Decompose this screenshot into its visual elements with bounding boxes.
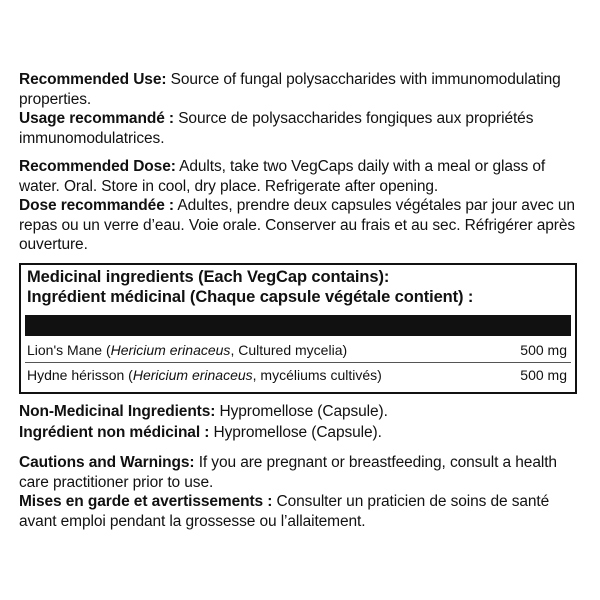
- non-medicinal-fr: [19, 423, 585, 443]
- ingredient-prefix: Hydne hérisson (: [27, 367, 133, 383]
- usage-recommande-text: Source de polysaccharides fongiques aux propriétés immunomodulatrices.: [19, 110, 534, 147]
- ingredient-row-en: [27, 340, 569, 360]
- medicinal-ingredients-heading: [27, 267, 572, 307]
- row-divider: [25, 362, 571, 363]
- recommended-use-en: [19, 70, 585, 109]
- mises-en-garde-label: Mises en garde et avertissements :: [19, 493, 273, 510]
- ingredient-latin-name: Hericium erinaceus: [132, 367, 253, 383]
- ingredient-non-medicinal-text: Hypromellose (Capsule).: [209, 424, 382, 441]
- non-medicinal-en: [19, 402, 585, 422]
- ingredient-amount: 500 mg: [520, 342, 567, 358]
- ingredient-row-fr: [27, 365, 569, 385]
- cautions-text: If you are pregnant or breastfeeding, consult a health care practitioner prior to use.: [19, 454, 557, 491]
- usage-recommande-label: Usage recommandé :: [19, 110, 174, 127]
- ingredient-name: [27, 340, 347, 360]
- recommended-use-label: Recommended Use:: [19, 71, 167, 88]
- mises-en-garde-text: Consulter un praticien de soins de santé avant emploi pendant la grossesse ou l’allaitement.: [19, 493, 550, 530]
- ingredient-suffix: , mycéliums cultivés): [252, 367, 382, 383]
- medicinal-heading-fr: Ingrédient médicinal (Chaque capsule végétale contient) :: [27, 288, 474, 306]
- dose-recommandee-label: Dose recommandée :: [19, 197, 174, 214]
- non-medicinal-text: Hypromellose (Capsule).: [215, 403, 388, 420]
- cautions-label: Cautions and Warnings:: [19, 454, 195, 471]
- dose-recommandee-text: Adultes, prendre deux capsules végétales par jour avec un repas ou un verre d’eau. Voie orale. Conserver au frais et au sec. Réfrigérer après ouverture.: [19, 197, 576, 253]
- ingredient-prefix: Lion's Mane (: [27, 342, 111, 358]
- recommended-dose-en: [19, 157, 585, 196]
- medicinal-ingredients-table: [19, 263, 577, 394]
- recommended-use-text: Source of fungal polysaccharides with immunomodulating properties.: [19, 71, 561, 108]
- table-header-bar: [25, 315, 571, 336]
- recommended-dose-fr: [19, 196, 585, 255]
- cautions-fr: [19, 492, 585, 531]
- cautions-en: [19, 453, 585, 492]
- recommended-use-fr: [19, 109, 585, 148]
- ingredient-amount: 500 mg: [520, 367, 567, 383]
- ingredient-suffix: , Cultured mycelia): [230, 342, 348, 358]
- ingredient-latin-name: Hericium erinaceus: [110, 342, 231, 358]
- non-medicinal-label: Non-Medicinal Ingredients:: [19, 403, 216, 420]
- medicinal-heading-en: Medicinal ingredients (Each VegCap contains):: [27, 268, 390, 286]
- ingredient-name: [27, 365, 382, 385]
- ingredient-non-medicinal-label: Ingrédient non médicinal :: [19, 424, 210, 441]
- recommended-dose-text: Adults, take two VegCaps daily with a meal or glass of water. Oral. Store in cool, dry place. Refrigerate after opening.: [19, 158, 546, 195]
- recommended-dose-label: Recommended Dose:: [19, 158, 176, 175]
